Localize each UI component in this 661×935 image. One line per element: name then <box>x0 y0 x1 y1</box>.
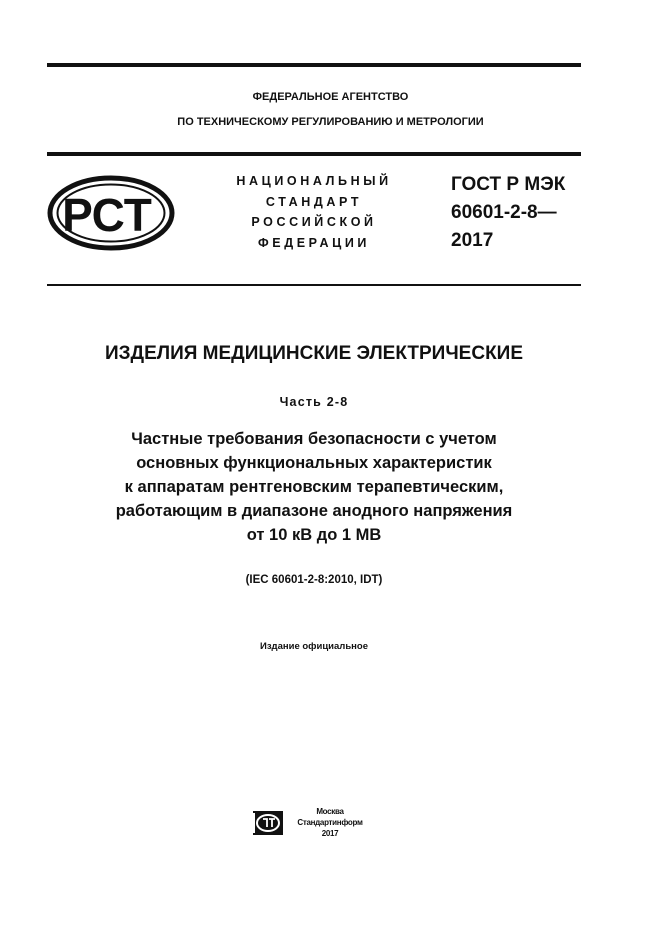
national-line-2: СТАНДАРТ <box>265 194 363 209</box>
document-subtitle <box>0 427 628 547</box>
agency-line-2: ПО ТЕХНИЧЕСКОМУ РЕГУЛИРОВАНИЮ И МЕТРОЛОГИИ <box>177 116 484 128</box>
top-rule <box>47 63 581 67</box>
designation-line-2: 60601-2-8— <box>451 202 557 223</box>
publisher-year: 2017 <box>321 829 339 838</box>
designation-line-1: ГОСТ Р МЭК <box>451 174 566 195</box>
edition-note: Издание официальное <box>260 641 368 652</box>
publisher-name: Стандартинформ <box>297 818 363 827</box>
national-line-4: ФЕДЕРАЦИИ <box>257 235 370 250</box>
standard-designation <box>451 171 565 255</box>
national-line-1: НАЦИОНАЛЬНЫЙ <box>236 174 392 188</box>
publisher-imprint <box>290 806 370 839</box>
designation-line-3: 2017 <box>451 230 494 251</box>
national-standard-block <box>224 171 404 253</box>
standartinform-logo-icon <box>250 808 286 838</box>
agency-line-1: ФЕДЕРАЛЬНОЕ АГЕНТСТВО <box>252 91 409 103</box>
subtitle-line-1: Частные требования безопасности с учетом <box>131 430 497 448</box>
part-number: Часть 2-8 <box>279 395 349 409</box>
iec-reference: (IEC 60601-2-8:2010, IDT) <box>245 574 383 586</box>
publisher-city: Москва <box>316 807 344 816</box>
subtitle-line-3: к аппаратам рентгеновским терапевтическим, <box>124 478 504 496</box>
emblem-text: РСТ <box>62 189 152 241</box>
header-rule <box>47 152 581 156</box>
title-block-rule <box>47 284 581 286</box>
subtitle-line-5: от 10 кВ до 1 МВ <box>246 526 382 544</box>
subtitle-line-2: основных функциональных характеристик <box>136 454 492 472</box>
national-line-3: РОССИЙСКОЙ <box>251 215 377 229</box>
rst-gost-emblem-icon <box>47 175 175 251</box>
subtitle-line-4: работающим в диапазоне анодного напряжения <box>115 502 513 520</box>
document-title: ИЗДЕЛИЯ МЕДИЦИНСКИЕ ЭЛЕКТРИЧЕСКИЕ <box>104 343 524 364</box>
